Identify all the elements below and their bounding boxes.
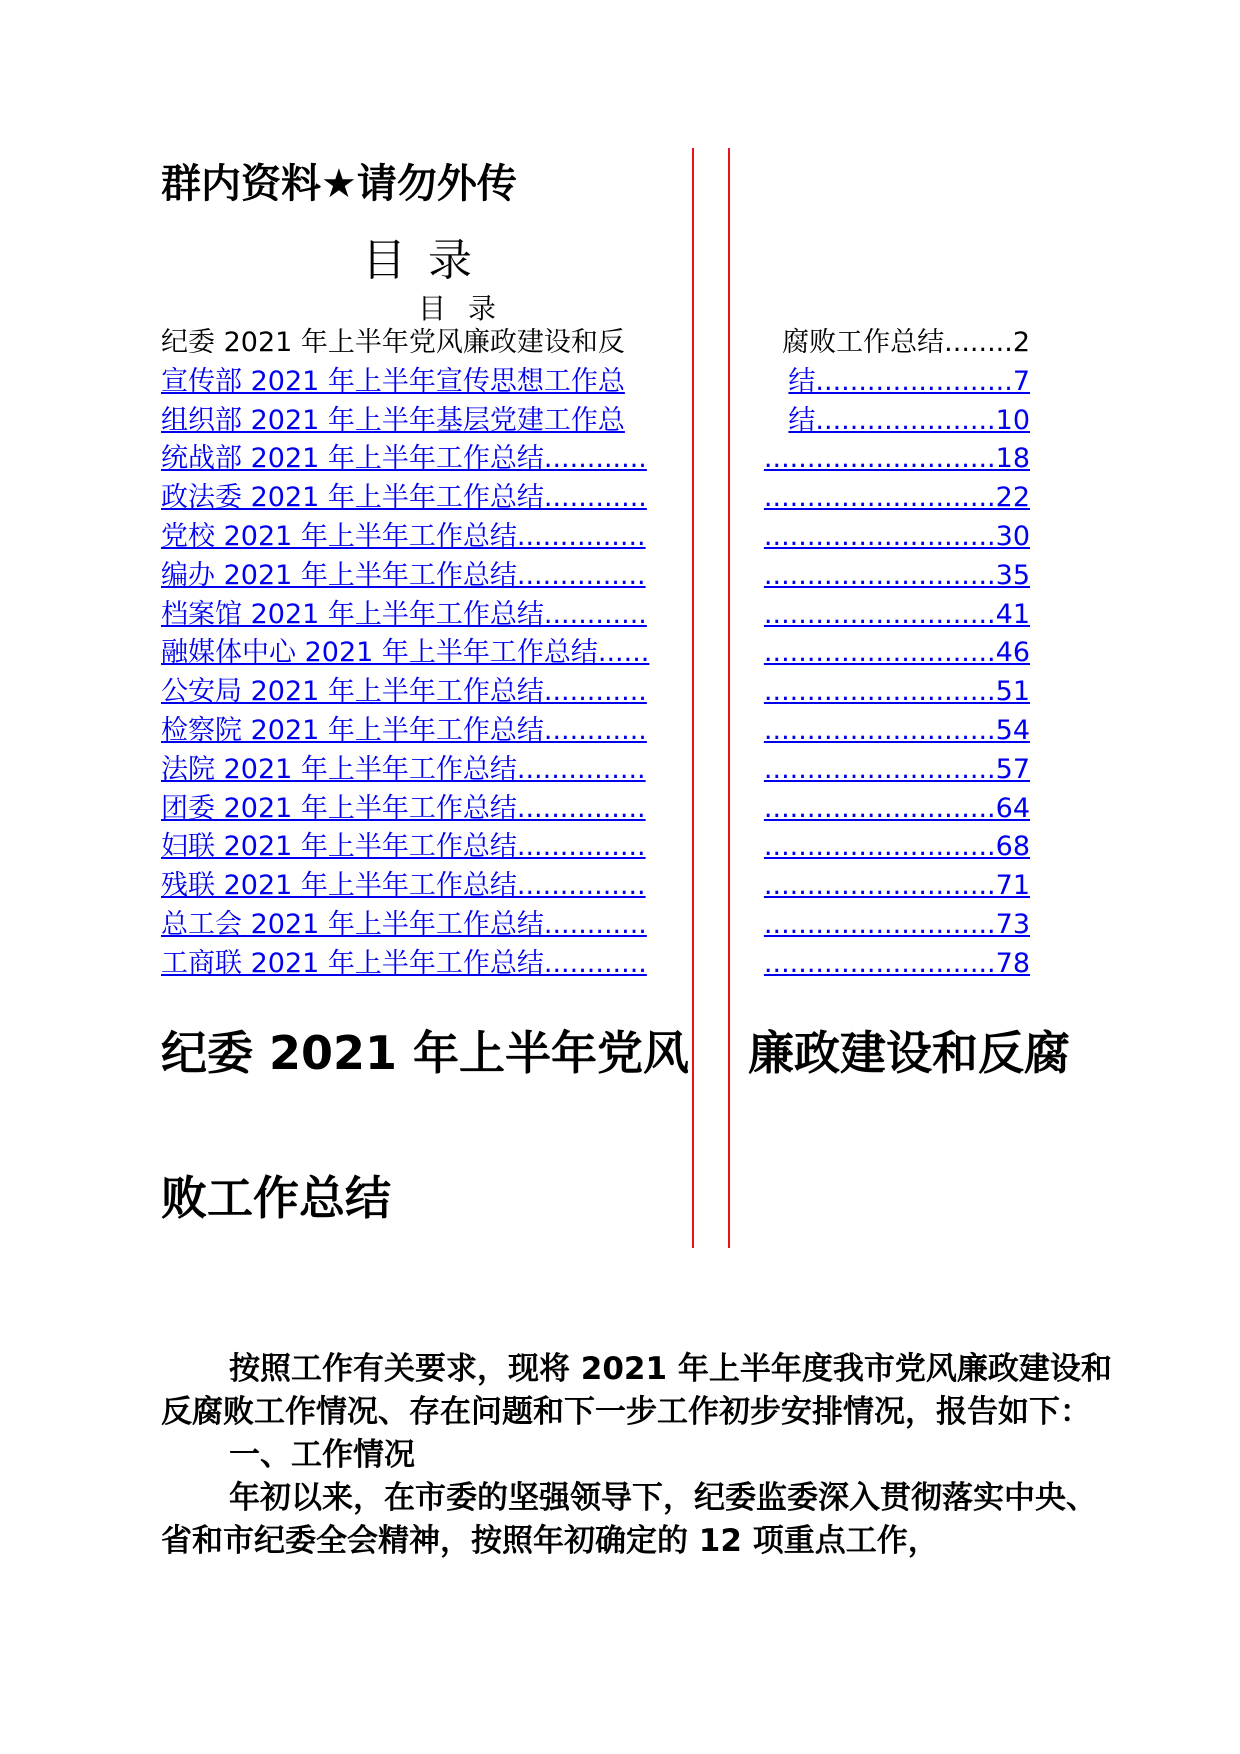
- toc-entry-title[interactable]: 检察院 2021 年上半年工作总结............: [161, 715, 647, 746]
- work-paragraph: 年初以来，在市委的坚强领导下，纪委监委深入贯彻落实中央、省和市纪委全会精神，按照年初确定的 12 项重点工作，: [161, 1480, 1097, 1559]
- toc-entry-title[interactable]: 总工会 2021 年上半年工作总结............: [161, 909, 647, 940]
- toc-entry-title[interactable]: 残联 2021 年上半年工作总结...............: [161, 870, 646, 901]
- toc-entry-page[interactable]: ...........................73: [763, 909, 1030, 940]
- toc-entry-page[interactable]: ...........................57: [763, 754, 1030, 785]
- toc-entry-title[interactable]: 组织部 2021 年上半年基层党建工作总: [161, 405, 625, 436]
- toc-entry-page[interactable]: ...........................78: [763, 948, 1030, 979]
- section-heading-line2: 败工作总结: [161, 1171, 391, 1225]
- toc-entry-page[interactable]: ...........................71: [763, 870, 1030, 901]
- watermark-text: 群内资料★请勿外传: [161, 161, 517, 207]
- toc-entry-page[interactable]: ...........................41: [763, 599, 1030, 630]
- body-text: [161, 1348, 1121, 1563]
- toc-entry-title[interactable]: 妇联 2021 年上半年工作总结...............: [161, 831, 646, 862]
- toc-entry-page[interactable]: ...........................46: [763, 637, 1030, 668]
- toc-entry-page[interactable]: ...........................22: [763, 482, 1030, 513]
- section-heading-part1: 纪委 2021 年上半年党风: [161, 1026, 690, 1080]
- toc-entry-title[interactable]: 法院 2021 年上半年工作总结...............: [161, 754, 646, 785]
- section-heading-part2: 廉政建设和反腐: [748, 1026, 1070, 1080]
- toc-entry-page[interactable]: 结.......................7: [788, 366, 1030, 397]
- section-subheading: 一、工作情况: [229, 1437, 415, 1473]
- toc-entry-title[interactable]: 政法委 2021 年上半年工作总结............: [161, 482, 647, 513]
- toc-entry-page[interactable]: ...........................30: [763, 521, 1030, 552]
- toc-title-large: 目录: [362, 235, 494, 286]
- toc-entry-title[interactable]: 融媒体中心 2021 年上半年工作总结......: [161, 637, 650, 668]
- toc-entry-title[interactable]: 编办 2021 年上半年工作总结...............: [161, 560, 646, 591]
- toc-title-small: 目录: [418, 292, 519, 325]
- toc-entry-page[interactable]: 结.....................10: [788, 405, 1030, 436]
- toc-entry-page: 腐败工作总结........2: [782, 327, 1030, 358]
- toc-entry-page[interactable]: ...........................18: [763, 443, 1030, 474]
- toc-entry-title[interactable]: 党校 2021 年上半年工作总结...............: [161, 521, 646, 552]
- toc-entry-title[interactable]: 工商联 2021 年上半年工作总结............: [161, 948, 647, 979]
- toc-entry-page[interactable]: ...........................64: [763, 793, 1030, 824]
- toc-entry-page[interactable]: ...........................35: [763, 560, 1030, 591]
- toc-entry-title[interactable]: 团委 2021 年上半年工作总结...............: [161, 793, 646, 824]
- toc-entry-title[interactable]: 宣传部 2021 年上半年宣传思想工作总: [161, 366, 625, 397]
- intro-paragraph: 按照工作有关要求，现将 2021 年上半年度我市党风廉政建设和反腐败工作情况、存在问题和下一步工作初步安排情况，报告如下：: [161, 1351, 1112, 1430]
- toc-entry-page[interactable]: ...........................68: [763, 831, 1030, 862]
- toc-entry-title[interactable]: 统战部 2021 年上半年工作总结............: [161, 443, 647, 474]
- toc-entry-title[interactable]: 公安局 2021 年上半年工作总结............: [161, 676, 647, 707]
- toc-entry-page[interactable]: ...........................54: [763, 715, 1030, 746]
- toc-entry-title[interactable]: 档案馆 2021 年上半年工作总结............: [161, 599, 647, 630]
- toc-entry-page[interactable]: ...........................51: [763, 676, 1030, 707]
- toc-entry-title: 纪委 2021 年上半年党风廉政建设和反: [161, 327, 625, 358]
